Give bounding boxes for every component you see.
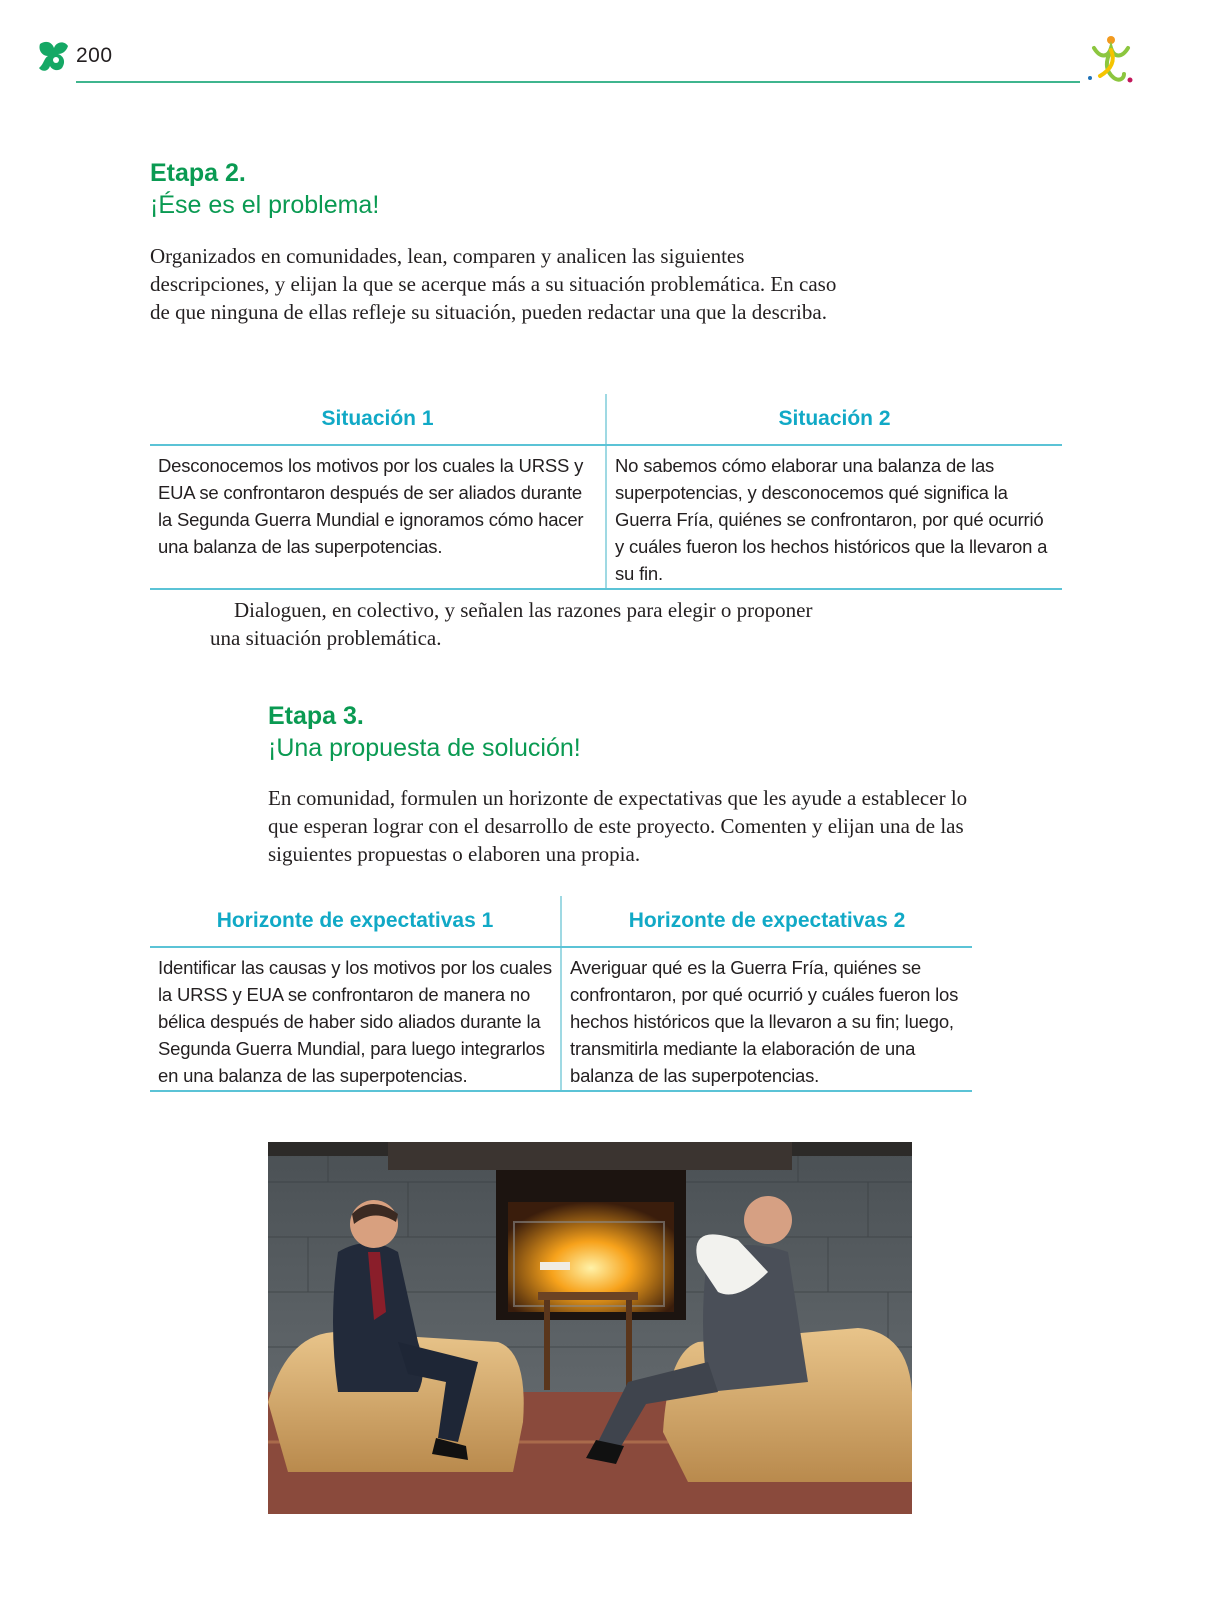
expectation-2-text: Averiguar qué es la Guerra Fría, quiénes se confrontaron, por qué ocurrió y cuáles fueron los hechos históricos que la llevaron a su fin; luego, transmitirla mediante la elaboración de una balanza de las superpotencias. [561, 947, 972, 1091]
dialog-instruction [210, 596, 890, 652]
brand-figure-icon [1084, 34, 1136, 86]
situation-2-header: Situación 2 [606, 394, 1062, 445]
section-logo-icon [36, 38, 70, 74]
stage-2-intro: Organizados en comunidades, lean, comparen y analicen las siguientes descripciones, y elijan la que se acerque más a su situación problemática. En caso de que ninguna de ellas refleje su situación, pueden redactar una que la describa. [150, 244, 837, 324]
stage-3-heading [268, 700, 581, 764]
expectation-1-header: Horizonte de expectativas 1 [150, 896, 561, 947]
stage-3-title: ¡Una propuesta de solución! [268, 734, 581, 762]
stage-2-number: Etapa 2. [150, 159, 246, 187]
fireplace-meeting-photo [268, 1142, 912, 1514]
page-number: 200 [76, 44, 113, 67]
stage-3-number: Etapa 3. [268, 702, 364, 730]
situations-table [150, 394, 1062, 590]
situation-1-header: Situación 1 [150, 394, 606, 445]
stage-3-intro: En comunidad, formulen un horizonte de expectativas que les ayude a establecer lo que esperan lograr con el desarrollo de este proyecto. Comenten y elijan una de las siguientes propuestas o elaboren una propia. [268, 786, 968, 866]
dialog-line-1: Dialoguen, en colectivo, y señalen las razones para elegir o proponer [234, 598, 813, 622]
expectation-2-header: Horizonte de expectativas 2 [561, 896, 972, 947]
expectation-1-text: Identificar las causas y los motivos por los cuales la URSS y EUA se confrontaron de manera no bélica después de haber sido aliados durante la Segunda Guerra Mundial, para luego integrarlos en una balanza de las superpotencias. [150, 947, 561, 1091]
expectations-table [150, 896, 972, 1092]
header-rule [76, 81, 1080, 83]
dialog-line-2: una situación problemática. [210, 626, 442, 650]
stage-2-heading [150, 157, 379, 221]
situation-2-text: No sabemos cómo elaborar una balanza de las superpotencias, y desconocemos qué significa la Guerra Fría, quiénes se confrontaron, por qué ocurrió y cuáles fueron los hechos históricos que la llevaron a su fin. [606, 445, 1062, 589]
stage-2-title: ¡Ése es el problema! [150, 191, 380, 219]
situation-1-text: Desconocemos los motivos por los cuales la URSS y EUA se confrontaron después de ser aliados durante la Segunda Guerra Mundial e ignoramos cómo hacer una balanza de las superpotencias. [150, 445, 606, 589]
